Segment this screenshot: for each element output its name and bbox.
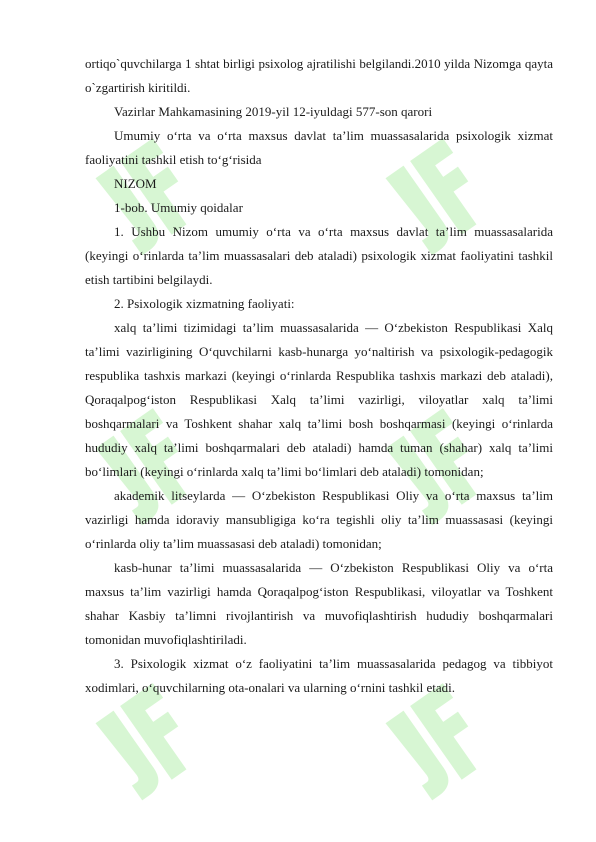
paragraph-academic-lyceums: akademik litseylarda — O‘zbekiston Respublikasi Oliy va o‘rta maxsus ta’lim vazirligi hamda idoraviy mansubligiga ko‘ra tegishli oliy ta’lim muassasasi (keyingi o‘rinlarda oliy ta’lim muassasasi deb ataladi) tomonidan;	[85, 488, 553, 551]
heading-chapter-1: 1-bob. Umumiy qoidalar	[114, 200, 243, 215]
paragraph-decree-reference: Vazirlar Mahkamasining 2019-yil 12-iyuldagi 577-son qarori	[114, 104, 433, 119]
paragraph-item-2: 2. Psixologik xizmatning faoliyati:	[114, 296, 295, 311]
heading-nizom: NIZOM	[114, 176, 157, 191]
paragraph-public-education: xalq ta’limi tizimidagi ta’lim muassasalarida — O‘zbekiston Respublikasi Xalq ta’limi vazirligining O‘quvchilarni kasb-hunarga yo‘naltirish va psixologik-pedagogik respublika tashxis markazi (keyingi o‘rinlarda Respublika tashxis markazi deb ataladi), Qoraqalpog‘iston Respublikasi Xalq ta’limi vazirligi, viloyatlar xalq ta’limi boshqarmalari va Toshkent shahar xalq ta’limi bosh boshqarmasi (keyingi o‘rinlarda hududiy xalq ta’limi boshqarmalari deb ataladi) hamda tuman (shahar) xalq ta’limi bo‘limlari (keyingi o‘rinlarda xalq ta’limi bo‘limlari deb ataladi) tomonidan;	[85, 320, 553, 479]
paragraph-item-1: 1. Ushbu Nizom umumiy o‘rta va o‘rta maxsus davlat ta’lim muassasalarida (keyingi o‘rinlarda ta’lim muassasalari deb ataladi) psixologik xizmat faoliyatini tashkil etish tartibini belgilaydi.	[85, 224, 553, 287]
paragraph-continuation: ortiqo`quvchilarga 1 shtat birligi psixolog ajratilishi belgilandi.2010 yilda Nizomga qayta o`zgartirish kiritildi.	[85, 56, 553, 95]
document-body	[85, 52, 553, 700]
paragraph-regulation-title: Umumiy o‘rta va o‘rta maxsus davlat ta’lim muassasalarida psixologik xizmat faoliyatini tashkil etish to‘g‘risida	[85, 128, 553, 167]
paragraph-vocational-education: kasb-hunar ta’limi muassasalarida — O‘zbekiston Respublikasi Oliy va o‘rta maxsus ta’lim vazirligi hamda Qoraqalpog‘iston Respublikasi, viloyatlar va Toshkent shahar Kasbiy ta’limni rivojlantirish va muvofiqlashtirish hududiy boshqarmalari tomonidan muvofiqlashtiriladi.	[85, 560, 553, 647]
paragraph-item-3: 3. Psixologik xizmat o‘z faoliyatini ta’lim muassasalarida pedagog va tibbiyot xodimlari, o‘quvchilarning ota-onalari va ularning o‘rnini tashkil etadi.	[85, 656, 553, 695]
